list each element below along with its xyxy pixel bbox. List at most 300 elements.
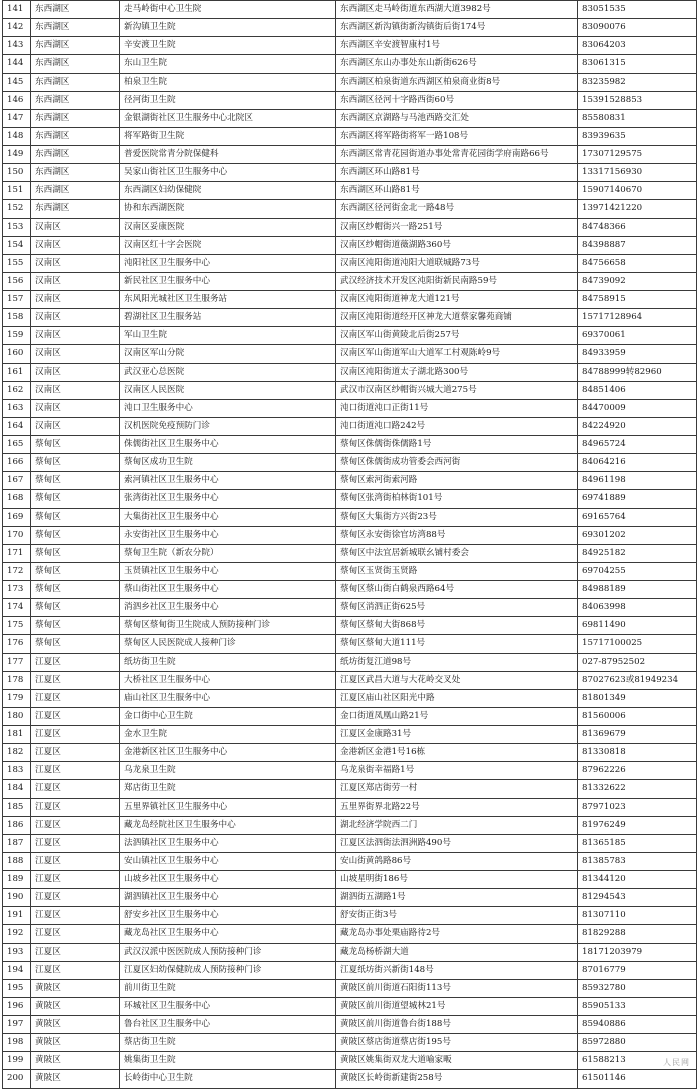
table-row (3, 508, 697, 526)
table-row (3, 707, 697, 725)
address-cell: 东西湖区径河街金北一路48号 (336, 200, 578, 218)
district-cell: 江夏区 (31, 961, 120, 979)
address-cell: 武汉市汉南区纱帽街兴城大道275号 (336, 381, 578, 399)
index-cell: 157 (3, 291, 31, 309)
facility-name-cell: 金银湖街社区卫生服务中心北院区 (120, 109, 336, 127)
district-cell: 江夏区 (31, 726, 120, 744)
table-row (3, 1070, 697, 1088)
table-row (3, 798, 697, 816)
index-cell: 153 (3, 218, 31, 236)
district-cell: 江夏区 (31, 671, 120, 689)
table-row (3, 182, 697, 200)
phone-cell: 84470009 (578, 399, 697, 417)
phone-cell: 69370061 (578, 327, 697, 345)
phone-cell: 84988189 (578, 581, 697, 599)
facility-name-cell: 大桥社区卫生服务中心 (120, 671, 336, 689)
address-cell: 东西湖区环山路81号 (336, 182, 578, 200)
facility-name-cell: 侏儒街社区卫生服务中心 (120, 436, 336, 454)
table-row (3, 109, 697, 127)
index-cell: 177 (3, 653, 31, 671)
address-cell: 黄陂区前川街道石阳街113号 (336, 979, 578, 997)
index-cell: 188 (3, 852, 31, 870)
table-row (3, 472, 697, 490)
phone-cell: 81385783 (578, 852, 697, 870)
index-cell: 179 (3, 689, 31, 707)
index-cell: 155 (3, 254, 31, 272)
index-cell: 160 (3, 345, 31, 363)
index-cell: 196 (3, 997, 31, 1015)
phone-cell: 84748366 (578, 218, 697, 236)
index-cell: 148 (3, 127, 31, 145)
watermark-text: 人民网 (663, 1058, 690, 1067)
address-cell: 东西湖区环山路81号 (336, 164, 578, 182)
phone-cell: 85940886 (578, 1016, 697, 1034)
phone-cell: 69301202 (578, 526, 697, 544)
address-cell: 东西湖区柏泉街道东西湖区柏泉商业街8号 (336, 73, 578, 91)
district-cell: 汉南区 (31, 236, 120, 254)
phone-cell: 84961198 (578, 472, 697, 490)
table-row (3, 200, 697, 218)
table-row (3, 780, 697, 798)
district-cell: 黄陂区 (31, 1016, 120, 1034)
phone-cell: 83235982 (578, 73, 697, 91)
facility-name-cell: 江夏区妇幼保健院成人预防接种门诊 (120, 961, 336, 979)
phone-cell: 84739092 (578, 272, 697, 290)
facility-name-cell: 协和东西湖医院 (120, 200, 336, 218)
table-row (3, 399, 697, 417)
index-cell: 178 (3, 671, 31, 689)
phone-cell: 84933959 (578, 345, 697, 363)
phone-cell: 69704255 (578, 562, 697, 580)
district-cell: 东西湖区 (31, 146, 120, 164)
address-cell: 东西湖区东山办事处东山新街626号 (336, 55, 578, 73)
table-row (3, 1034, 697, 1052)
index-cell: 197 (3, 1016, 31, 1034)
table-row (3, 236, 697, 254)
facility-name-cell: 法泗镇社区卫生服务中心 (120, 834, 336, 852)
index-cell: 180 (3, 707, 31, 725)
index-cell: 158 (3, 309, 31, 327)
facility-name-cell: 汉南区红十字会医院 (120, 236, 336, 254)
district-cell: 江夏区 (31, 798, 120, 816)
address-cell: 蔡甸区蔡甸大街868号 (336, 617, 578, 635)
address-cell: 蔡甸区侏儒街侏儒路1号 (336, 436, 578, 454)
phone-cell: 84064216 (578, 454, 697, 472)
district-cell: 汉南区 (31, 272, 120, 290)
table-row (3, 544, 697, 562)
phone-cell: 87962226 (578, 762, 697, 780)
phone-cell: 85932780 (578, 979, 697, 997)
address-cell: 东西湖区京湖路与马池西路交汇处 (336, 109, 578, 127)
index-cell: 171 (3, 544, 31, 562)
table-row (3, 907, 697, 925)
index-cell: 159 (3, 327, 31, 345)
facility-name-cell: 蔡甸区成功卫生院 (120, 454, 336, 472)
address-cell: 武汉经济技术开发区沌阳街新民南路59号 (336, 272, 578, 290)
table-row (3, 943, 697, 961)
address-cell: 藏龙岛办事处栗庙路待2号 (336, 925, 578, 943)
phone-cell: 84224920 (578, 417, 697, 435)
facility-name-cell: 武汉亚心总医院 (120, 363, 336, 381)
district-cell: 东西湖区 (31, 127, 120, 145)
district-cell: 蔡甸区 (31, 526, 120, 544)
district-cell: 蔡甸区 (31, 508, 120, 526)
address-cell: 东西湖区常青花园街道办事处常青花园街学府南路66号 (336, 146, 578, 164)
district-cell: 黄陂区 (31, 979, 120, 997)
phone-cell: 69165764 (578, 508, 697, 526)
index-cell: 186 (3, 816, 31, 834)
phone-cell: 81829288 (578, 925, 697, 943)
district-cell: 蔡甸区 (31, 562, 120, 580)
phone-cell: 81801349 (578, 689, 697, 707)
address-cell: 金港新区金港1号16栋 (336, 744, 578, 762)
address-cell: 江夏区金康路31号 (336, 726, 578, 744)
phone-cell: 87971023 (578, 798, 697, 816)
table-row (3, 816, 697, 834)
facility-name-cell: 金港新区社区卫生服务中心 (120, 744, 336, 762)
district-cell: 东西湖区 (31, 109, 120, 127)
facility-name-cell: 永安街社区卫生服务中心 (120, 526, 336, 544)
district-cell: 江夏区 (31, 653, 120, 671)
district-cell: 蔡甸区 (31, 544, 120, 562)
district-cell: 东西湖区 (31, 182, 120, 200)
phone-cell: 81294543 (578, 889, 697, 907)
facility-name-cell: 张湾街社区卫生服务中心 (120, 490, 336, 508)
index-cell: 151 (3, 182, 31, 200)
phone-cell: 83051535 (578, 1, 697, 19)
table-row (3, 254, 697, 272)
hospital-table (2, 0, 697, 1089)
district-cell: 蔡甸区 (31, 472, 120, 490)
facility-name-cell: 藏龙岛经院社区卫生服务中心 (120, 816, 336, 834)
facility-name-cell: 湖泗镇社区卫生服务中心 (120, 889, 336, 907)
phone-cell: 15907140670 (578, 182, 697, 200)
address-cell: 蔡甸区永安街徐官坊湾88号 (336, 526, 578, 544)
address-cell: 汉南区沌阳街道经开区神龙大道蔡家馨苑商铺 (336, 309, 578, 327)
address-cell: 东西湖区将军路街将军一路108号 (336, 127, 578, 145)
district-cell: 江夏区 (31, 816, 120, 834)
facility-name-cell: 郑店街卫生院 (120, 780, 336, 798)
phone-cell: 61501146 (578, 1070, 697, 1088)
facility-name-cell: 鲁台社区卫生服务中心 (120, 1016, 336, 1034)
address-cell: 汉南区沌阳街道神龙大道121号 (336, 291, 578, 309)
index-cell: 146 (3, 91, 31, 109)
table-row (3, 744, 697, 762)
district-cell: 东西湖区 (31, 164, 120, 182)
district-cell: 江夏区 (31, 744, 120, 762)
phone-cell: 81330818 (578, 744, 697, 762)
address-cell: 沌口街道沌口路242号 (336, 417, 578, 435)
index-cell: 154 (3, 236, 31, 254)
phone-cell: 15391528853 (578, 91, 697, 109)
table-row (3, 562, 697, 580)
facility-name-cell: 武汉汉派中医医院成人预防接种门诊 (120, 943, 336, 961)
facility-name-cell: 金口街中心卫生院 (120, 707, 336, 725)
facility-name-cell: 吴家山街社区卫生服务中心 (120, 164, 336, 182)
district-cell: 蔡甸区 (31, 599, 120, 617)
address-cell: 汉南区军山街黄陵北后街257号 (336, 327, 578, 345)
index-cell: 193 (3, 943, 31, 961)
index-cell: 156 (3, 272, 31, 290)
index-cell: 192 (3, 925, 31, 943)
phone-cell: 81344120 (578, 871, 697, 889)
table-row (3, 381, 697, 399)
address-cell: 东西湖区走马岭街道东西湖大道3982号 (336, 1, 578, 19)
index-cell: 189 (3, 871, 31, 889)
phone-cell: 85972880 (578, 1034, 697, 1052)
index-cell: 152 (3, 200, 31, 218)
index-cell: 149 (3, 146, 31, 164)
phone-cell: 84398887 (578, 236, 697, 254)
index-cell: 145 (3, 73, 31, 91)
table-row (3, 363, 697, 381)
table-row (3, 617, 697, 635)
district-cell: 蔡甸区 (31, 635, 120, 653)
table-row (3, 272, 697, 290)
phone-cell: 81560006 (578, 707, 697, 725)
facility-name-cell: 径河街卫生院 (120, 91, 336, 109)
facility-name-cell: 普爱医院常青分院保健科 (120, 146, 336, 164)
facility-name-cell: 蔡甸区人民医院成人接种门诊 (120, 635, 336, 653)
district-cell: 蔡甸区 (31, 617, 120, 635)
facility-name-cell: 汉机医院免疫预防门诊 (120, 417, 336, 435)
district-cell: 蔡甸区 (31, 454, 120, 472)
table-row (3, 55, 697, 73)
address-cell: 沌口街道沌口正街11号 (336, 399, 578, 417)
index-cell: 191 (3, 907, 31, 925)
facility-name-cell: 庙山社区卫生服务中心 (120, 689, 336, 707)
index-cell: 182 (3, 744, 31, 762)
phone-cell: 81976249 (578, 816, 697, 834)
address-cell: 江夏纸坊街兴新街148号 (336, 961, 578, 979)
index-cell: 167 (3, 472, 31, 490)
phone-cell: 84756658 (578, 254, 697, 272)
address-cell: 江夏区法泗街法泗洲路490号 (336, 834, 578, 852)
facility-name-cell: 环城社区卫生服务中心 (120, 997, 336, 1015)
address-cell: 湖北经济学院西二门 (336, 816, 578, 834)
district-cell: 汉南区 (31, 345, 120, 363)
district-cell: 江夏区 (31, 889, 120, 907)
index-cell: 163 (3, 399, 31, 417)
district-cell: 蔡甸区 (31, 581, 120, 599)
district-cell: 蔡甸区 (31, 436, 120, 454)
index-cell: 185 (3, 798, 31, 816)
table-row (3, 671, 697, 689)
address-cell: 蔡甸区张湾街柏林街101号 (336, 490, 578, 508)
facility-name-cell: 纸坊街卫生院 (120, 653, 336, 671)
table-row (3, 164, 697, 182)
address-cell: 黄陂区姚集街双龙大道喻家畈 (336, 1052, 578, 1070)
table-row (3, 925, 697, 943)
phone-cell: 84758915 (578, 291, 697, 309)
phone-cell: 81369679 (578, 726, 697, 744)
facility-name-cell: 沌口卫生服务中心 (120, 399, 336, 417)
index-cell: 195 (3, 979, 31, 997)
district-cell: 汉南区 (31, 399, 120, 417)
district-cell: 东西湖区 (31, 73, 120, 91)
facility-name-cell: 蔡店街卫生院 (120, 1034, 336, 1052)
table-row (3, 599, 697, 617)
phone-cell: 17307129575 (578, 146, 697, 164)
facility-name-cell: 大集街社区卫生服务中心 (120, 508, 336, 526)
table-row (3, 327, 697, 345)
phone-cell: 81307110 (578, 907, 697, 925)
phone-cell: 84965724 (578, 436, 697, 454)
table-row (3, 345, 697, 363)
phone-cell: 83064203 (578, 37, 697, 55)
facility-name-cell: 乌龙泉卫生院 (120, 762, 336, 780)
phone-cell: 84063998 (578, 599, 697, 617)
index-cell: 169 (3, 508, 31, 526)
index-cell: 194 (3, 961, 31, 979)
facility-name-cell: 蔡甸区蔡甸街卫生院成人预防接种门诊 (120, 617, 336, 635)
facility-name-cell: 东山卫生院 (120, 55, 336, 73)
phone-cell: 027-87952502 (578, 653, 697, 671)
index-cell: 150 (3, 164, 31, 182)
index-cell: 165 (3, 436, 31, 454)
district-cell: 汉南区 (31, 218, 120, 236)
address-cell: 湖泗街五湖路1号 (336, 889, 578, 907)
table-row (3, 834, 697, 852)
address-cell: 蔡甸区索河街索河路 (336, 472, 578, 490)
district-cell: 汉南区 (31, 291, 120, 309)
district-cell: 江夏区 (31, 943, 120, 961)
district-cell: 黄陂区 (31, 1034, 120, 1052)
district-cell: 黄陂区 (31, 997, 120, 1015)
address-cell: 蔡甸区大集街方兴街23号 (336, 508, 578, 526)
facility-name-cell: 新沟镇卫生院 (120, 19, 336, 37)
address-cell: 蔡甸区蔡甸大道111号 (336, 635, 578, 653)
index-cell: 161 (3, 363, 31, 381)
facility-name-cell: 东风阳光城社区卫生服务站 (120, 291, 336, 309)
address-cell: 蔡甸区蔡山街白鹤泉西路64号 (336, 581, 578, 599)
index-cell: 174 (3, 599, 31, 617)
table-row (3, 1052, 697, 1070)
facility-name-cell: 安山镇社区卫生服务中心 (120, 852, 336, 870)
facility-name-cell: 藏龙岛社区卫生服务中心 (120, 925, 336, 943)
table-row (3, 127, 697, 145)
index-cell: 144 (3, 55, 31, 73)
district-cell: 江夏区 (31, 762, 120, 780)
table-row (3, 91, 697, 109)
table-row (3, 635, 697, 653)
phone-cell: 85580831 (578, 109, 697, 127)
facility-name-cell: 新民社区卫生服务中心 (120, 272, 336, 290)
facility-name-cell: 玉贤镇社区卫生服务中心 (120, 562, 336, 580)
address-cell: 金口街道凤凰山路21号 (336, 707, 578, 725)
phone-cell: 83090076 (578, 19, 697, 37)
facility-name-cell: 蔡甸卫生院（新农分院） (120, 544, 336, 562)
index-cell: 166 (3, 454, 31, 472)
address-cell: 蔡甸区中法宜居新城联幺铺村委会 (336, 544, 578, 562)
address-cell: 江夏区郑店街劳一村 (336, 780, 578, 798)
district-cell: 蔡甸区 (31, 490, 120, 508)
address-cell: 汉南区纱帽街兴一路251号 (336, 218, 578, 236)
index-cell: 142 (3, 19, 31, 37)
table-row (3, 997, 697, 1015)
table-row (3, 218, 697, 236)
district-cell: 江夏区 (31, 707, 120, 725)
index-cell: 143 (3, 37, 31, 55)
phone-cell: 69741889 (578, 490, 697, 508)
address-cell: 黄陂区前川街道鲁台街188号 (336, 1016, 578, 1034)
facility-name-cell: 东西湖区妇幼保健院 (120, 182, 336, 200)
district-cell: 汉南区 (31, 381, 120, 399)
facility-name-cell: 碧湖社区卫生服务站 (120, 309, 336, 327)
table-row (3, 37, 697, 55)
address-cell: 江夏区庙山社区阳光中路 (336, 689, 578, 707)
table-row (3, 454, 697, 472)
table-row (3, 309, 697, 327)
table-row (3, 526, 697, 544)
facility-name-cell: 前川街卫生院 (120, 979, 336, 997)
index-cell: 181 (3, 726, 31, 744)
phone-cell: 18171203979 (578, 943, 697, 961)
district-cell: 东西湖区 (31, 37, 120, 55)
phone-cell: 83061315 (578, 55, 697, 73)
table-body (3, 1, 697, 1089)
address-cell: 蔡甸区侏儒街成功管委会西河街 (336, 454, 578, 472)
phone-cell: 15717100025 (578, 635, 697, 653)
index-cell: 199 (3, 1052, 31, 1070)
facility-name-cell: 汉南区人民医院 (120, 381, 336, 399)
facility-name-cell: 汉南区军山分院 (120, 345, 336, 363)
table-row (3, 762, 697, 780)
table-row (3, 146, 697, 164)
district-cell: 黄陂区 (31, 1052, 120, 1070)
table-row (3, 653, 697, 671)
address-cell: 山坡星明街186号 (336, 871, 578, 889)
address-cell: 汉南区沌阳街道太子湖北路300号 (336, 363, 578, 381)
index-cell: 173 (3, 581, 31, 599)
index-cell: 190 (3, 889, 31, 907)
table-row (3, 436, 697, 454)
index-cell: 162 (3, 381, 31, 399)
address-cell: 东西湖区径河十字路西街60号 (336, 91, 578, 109)
phone-cell: 84925182 (578, 544, 697, 562)
district-cell: 江夏区 (31, 925, 120, 943)
facility-name-cell: 五里界镇社区卫生服务中心 (120, 798, 336, 816)
address-cell: 汉南区纱帽街道薇湖路360号 (336, 236, 578, 254)
address-cell: 五里界街界北路22号 (336, 798, 578, 816)
facility-name-cell: 将军路街卫生院 (120, 127, 336, 145)
phone-cell: 87016779 (578, 961, 697, 979)
district-cell: 江夏区 (31, 907, 120, 925)
phone-cell: 13317156930 (578, 164, 697, 182)
district-cell: 汉南区 (31, 363, 120, 381)
district-cell: 汉南区 (31, 417, 120, 435)
district-cell: 江夏区 (31, 780, 120, 798)
index-cell: 200 (3, 1070, 31, 1088)
address-cell: 江夏区武昌大道与大花岭交叉处 (336, 671, 578, 689)
district-cell: 江夏区 (31, 871, 120, 889)
address-cell: 安山街黄鸽路86号 (336, 852, 578, 870)
table-row (3, 852, 697, 870)
table-row (3, 417, 697, 435)
table-row (3, 961, 697, 979)
index-cell: 183 (3, 762, 31, 780)
index-cell: 184 (3, 780, 31, 798)
phone-cell: 13971421220 (578, 200, 697, 218)
district-cell: 汉南区 (31, 254, 120, 272)
phone-cell: 84788999转82960 (578, 363, 697, 381)
phone-cell: 81332622 (578, 780, 697, 798)
district-cell: 江夏区 (31, 852, 120, 870)
address-cell: 黄陂区长岭街新建街258号 (336, 1070, 578, 1088)
address-cell: 蔡甸区玉贤街玉贤路 (336, 562, 578, 580)
facility-name-cell: 蔡山街社区卫生服务中心 (120, 581, 336, 599)
table-row (3, 19, 697, 37)
